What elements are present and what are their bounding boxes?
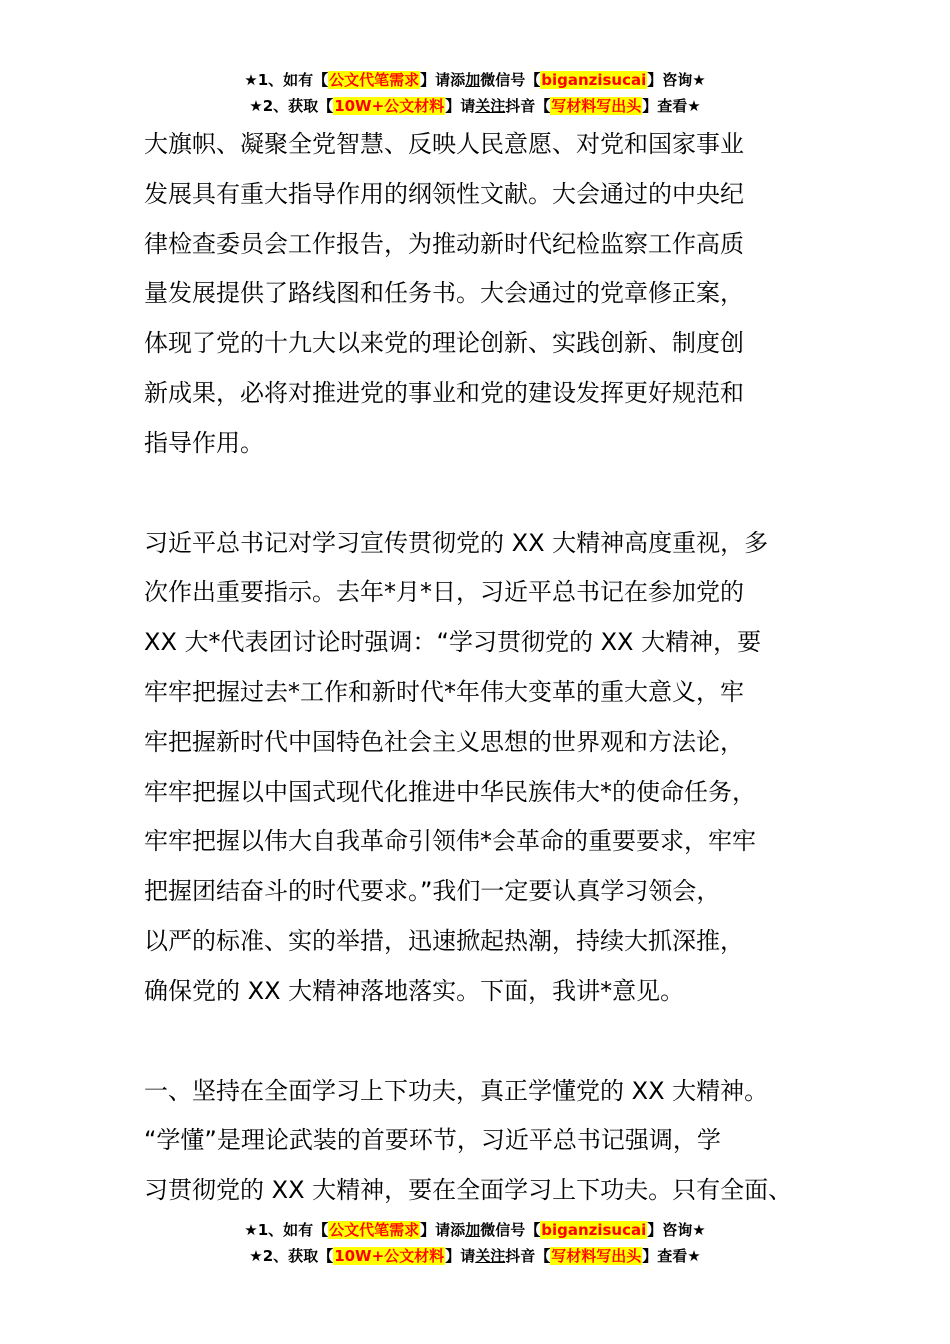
header-banner bbox=[0, 67, 950, 119]
text-line: 大旗帜、凝聚全党智慧、反映人民意愿、对党和国家事业 bbox=[144, 130, 744, 158]
footer-banner bbox=[0, 1217, 950, 1269]
text-line: 牢牢把握过去*工作和新时代*年伟大变革的重大意义，牢 bbox=[144, 677, 744, 706]
text-line: 把握团结奋斗的时代要求。”我们一定要认真学习领会， bbox=[144, 877, 721, 906]
paragraph-2 bbox=[144, 519, 824, 1017]
banner-highlight: biganzisucai bbox=[541, 1221, 647, 1239]
text-line: 牢把握新时代中国特色社会主义思想的世界观和方法论， bbox=[144, 727, 744, 756]
paragraph-3 bbox=[144, 1067, 824, 1216]
text-line: 习近平总书记对学习宣传贯彻党的 XX 大精神高度重视，多 bbox=[144, 528, 769, 557]
text-line: 发展具有重大指导作用的纲领性文献。大会通过的中央纪 bbox=[144, 179, 744, 208]
text-line: 习贯彻党的 XX 大精神，要在全面学习上下功夫。只有全面、 bbox=[144, 1176, 793, 1205]
text-line: XX 大*代表团讨论时强调：“学习贯彻党的 XX 大精神，要 bbox=[144, 628, 762, 657]
text-line: 律检查委员会工作报告，为推动新时代纪检监察工作高质 bbox=[144, 229, 744, 258]
text-line: 以严的标准、实的举措，迅速掀起热潮，持续大抓深推， bbox=[144, 926, 744, 955]
paragraph-1 bbox=[144, 120, 824, 469]
text-line: 牢牢把握以伟大自我革命引领伟*会革命的重要要求，牢牢 bbox=[144, 827, 756, 856]
banner-highlight: 公文代笔需求 bbox=[329, 71, 420, 89]
text-line: 指导作用。 bbox=[144, 428, 264, 457]
text-line: 量发展提供了路线图和任务书。大会通过的党章修正案， bbox=[144, 279, 744, 308]
document-body bbox=[144, 120, 824, 1216]
banner-highlight: biganzisucai bbox=[541, 71, 647, 89]
banner-line-2: ★2、获取【10W+公文材料】请关注抖音【写材料写出头】查看★ bbox=[249, 1247, 701, 1265]
text-line: 体现了党的十九大以来党的理论创新、实践创新、制度创 bbox=[144, 329, 744, 358]
banner-line-2: ★2、获取【10W+公文材料】请关注抖音【写材料写出头】查看★ bbox=[249, 97, 701, 115]
banner-highlight: 公文代笔需求 bbox=[329, 1221, 420, 1239]
banner-line-1: ★1、如有【公文代笔需求】请添加微信号【biganzisucai】咨询★ bbox=[244, 71, 706, 89]
banner-line-1: ★1、如有【公文代笔需求】请添加微信号【biganzisucai】咨询★ bbox=[244, 1221, 706, 1239]
section-heading-line: 一、坚持在全面学习上下功夫，真正学懂党的 XX 大精神。 bbox=[144, 1076, 769, 1105]
text-line: “学懂”是理论武装的首要环节，习近平总书记强调，学 bbox=[144, 1126, 721, 1155]
paragraph-spacer bbox=[144, 1017, 824, 1067]
text-line: 确保党的 XX 大精神落地落实。下面，我讲*意见。 bbox=[144, 976, 685, 1005]
text-line: 牢牢把握以中国式现代化推进中华民族伟大*的使命任务， bbox=[144, 777, 756, 806]
paragraph-spacer bbox=[144, 469, 824, 519]
banner-highlight: 10W+公文材料 bbox=[334, 97, 445, 115]
text-line: 次作出重要指示。去年*月*日，习近平总书记在参加党的 bbox=[144, 578, 744, 607]
banner-highlight: 10W+公文材料 bbox=[334, 1247, 445, 1265]
banner-highlight: 写材料写出头 bbox=[551, 1247, 642, 1265]
banner-highlight: 写材料写出头 bbox=[551, 97, 642, 115]
text-line: 新成果，必将对推进党的事业和党的建设发挥更好规范和 bbox=[144, 378, 744, 407]
